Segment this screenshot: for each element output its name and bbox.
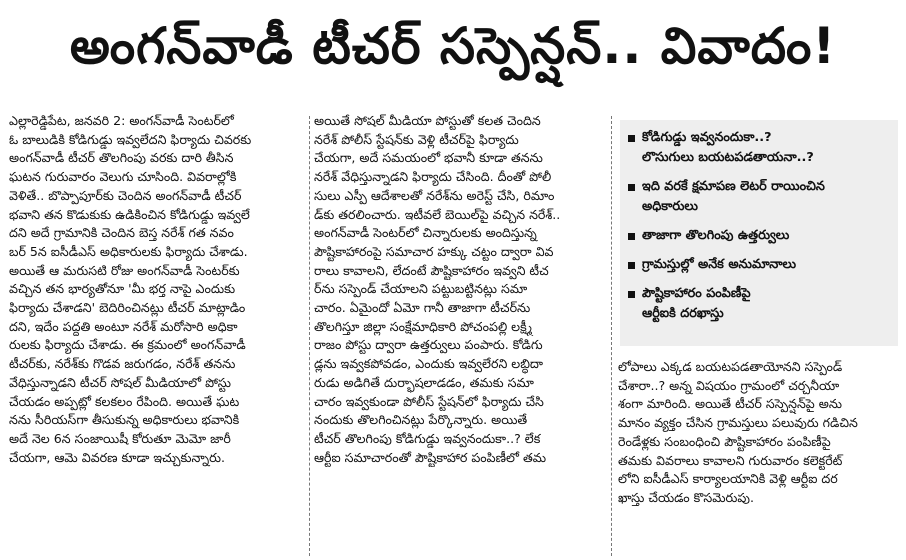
article-column-1 bbox=[9, 112, 305, 467]
article-headline: అంగన్‌వాడీ టీచర్ సస్పెన్షన్.. వివాదం! bbox=[69, 16, 837, 75]
article-line: ఖాస్తు చేయడం కొసమెరుపు. bbox=[618, 489, 754, 505]
highlight-item bbox=[626, 226, 892, 246]
highlight-text: కోడిగుడ్డు ఇవ్వనందుకా..? bbox=[642, 130, 772, 145]
highlight-text: తాజాగా తొలగింపు ఉత్తర్వులు bbox=[642, 228, 790, 243]
article-line: మానం వ్యక్తం చేసిన గ్రామస్తులు పలువురు గడిచిన bbox=[618, 415, 858, 431]
article-line: చేశారా..? అన్న విషయం గ్రామంలో చర్చనీయా bbox=[618, 377, 840, 393]
article-column-3 bbox=[618, 358, 900, 508]
highlight-text: ఇది వరకే క్షమాపణ లెటర్ రాయించిన bbox=[642, 179, 825, 194]
article-line: చారం ఇవ్వకుండా పోలీస్ స్టేషన్‌లో ఫిర్యాదు చేసి bbox=[314, 393, 544, 409]
article-line: అయితే సోషల్ మీడియా పోస్టుతో కలత చెందిన bbox=[314, 113, 541, 128]
highlight-text: లొసుగులు బయటపడతాయనా..? bbox=[642, 150, 814, 165]
article-line: సులు ఎస్పీ ఆదేశాలతో నరేశ్‌ను అరెస్ట్ చేసి, రిమాం bbox=[314, 187, 555, 203]
article-line: బర్ 5న ఐసీడీఎస్ అధికారులకు ఫిర్యాదు చేశాడు. bbox=[9, 243, 248, 259]
article-line: దని అదే గ్రామానికి చెందిన బెస్త నరేశ్ గత నవం bbox=[9, 225, 234, 241]
article-line: రులకు ఫిర్యాదు చేశాడు. ఈ క్రమంలో అంగన్‌వాడీ bbox=[9, 337, 246, 353]
article-line: నను సీరియస్‌గా తీసుకున్న అధికారులు భవానికి bbox=[9, 412, 240, 428]
article-line: అంగన్‌వాడీ సెంటర్‌లో చిన్నారులకు అందిస్తున్న bbox=[314, 225, 537, 241]
article-column-2 bbox=[314, 112, 607, 467]
article-line: రాజం పోస్టు ద్వారా ఉత్తర్వులు పంపారు. కోడిగు bbox=[314, 337, 543, 353]
article-line: వెళితే.. బొప్పాపూర్‌కు చెందిన అంగన్‌వాడీ టీచర్ bbox=[9, 187, 242, 203]
square-bullet-icon bbox=[628, 291, 635, 298]
article-line: ర్‌ను సస్పెండ్ చేయాలని పట్టుబట్టినట్లు సమా bbox=[314, 281, 528, 297]
article-line: తమకు వివరాలు కావాలని గురువారం కలెక్టరేట్ bbox=[618, 452, 843, 468]
article-line: అంగన్‌వాడీ టీచర్ తొలగింపు వరకు దారి తీసిన bbox=[9, 150, 234, 166]
article-line: దని, ఇదేం పద్ధతి అంటూ నరేశ్ మరోసారి అధికా bbox=[9, 318, 238, 334]
highlight-text: గ్రామస్తుల్లో అనేక అనుమానాలు bbox=[642, 257, 797, 272]
article-line: చేయడం అప్పట్లో కలకలం రేపింది. అయితే ఘట bbox=[9, 393, 240, 409]
article-line: చేయగా, ఆమె వివరణ కూడా ఇచ్చుకున్నారు. bbox=[9, 449, 225, 465]
article-line: భవాని తన కొడుకుకు ఉడికించిన కోడిగుడ్డు ఇవ్వలే bbox=[9, 206, 250, 222]
article-line: నరేశ్ పోలీస్ స్టేషన్‌కు వెళ్లి టీచర్‌పై ఫిర్యాదు bbox=[314, 131, 519, 147]
highlight-item bbox=[626, 128, 892, 168]
column-divider-1 bbox=[309, 116, 310, 556]
article-line: లోపాలు ఎక్కడ బయటపడతాయోనని సస్పెండ్ bbox=[618, 359, 843, 374]
square-bullet-icon bbox=[628, 233, 635, 240]
article-line: ఫిర్యాదు చేశాడని' బెదిరించినట్లు టీచర్ మాట్లాడిం bbox=[9, 300, 246, 316]
article-line: చారం. ఏమైందో ఏమో గానీ తాజాగా టీచర్‌ను bbox=[314, 300, 531, 316]
highlights-box bbox=[620, 120, 898, 346]
square-bullet-icon bbox=[628, 262, 635, 269]
article-line: లోని ఐసీడీఎస్ కార్యాలయానికి వెళ్లి ఆర్టీఐ దర bbox=[618, 471, 838, 487]
highlight-text: పౌష్టికాహారం పంపిణీపై bbox=[642, 286, 751, 301]
highlight-item bbox=[626, 177, 892, 217]
square-bullet-icon bbox=[628, 184, 635, 191]
highlight-text: ఆర్టీఐకి దరఖాస్తు bbox=[642, 306, 724, 321]
article-line: ఘటన గురువారం వెలుగు చూసింది. వివరాల్లోకి bbox=[9, 169, 237, 185]
square-bullet-icon bbox=[628, 135, 635, 142]
article-line: నరేశ్ వేధిస్తున్నాడని ఫిర్యాదు చేసింది. దీంతో పోలీ bbox=[314, 169, 552, 185]
article-line: ఆర్టీఐ సమాచారంతో పౌష్టికాహార పంపిణీలో తమ bbox=[314, 449, 547, 465]
article-line: రుడు అడిగితే దుర్భాషలాడడం, తమకు సమా bbox=[314, 374, 534, 390]
article-line: అయితే ఆ మరుసటి రోజు అంగన్‌వాడీ సెంటర్‌కు bbox=[9, 262, 240, 278]
article-line: నందుకు తొలగించినట్లు పేర్కొన్నారు. అయితే bbox=[314, 412, 528, 428]
article-line: టీచర్‌కు, నరేశ్‌కు గొడవ జరుగడం, నరేశ్ తనను bbox=[9, 356, 236, 372]
highlights-list bbox=[620, 120, 898, 324]
article-line: తొలగిస్తూ జిల్లా సంక్షేమాధికారి పోచంపల్లి లక్ష్మీ bbox=[314, 318, 532, 334]
column-divider-2 bbox=[611, 116, 612, 556]
article-line: వేధిస్తున్నాడని టీచర్ సోషల్ మీడియాలో పోస్టు bbox=[9, 374, 232, 390]
article-line: డ్‌కు తరలించారు. ఇటీవలే బెయిల్‌పై వచ్చిన నరేశ్.. bbox=[314, 206, 561, 222]
highlight-item bbox=[626, 284, 892, 324]
article-line: టీచర్ తొలగింపు కోడిగుడ్డు ఇవ్వనందుకా..? లేక bbox=[314, 430, 541, 446]
highlight-text: అధికారులు bbox=[642, 199, 698, 214]
article-line: రాలు కావాలని, లేదంటే పౌష్టికాహారం ఇవ్వని టీచ bbox=[314, 262, 549, 278]
article-line: చేయగా, అదే సమయంలో భవానీ కూడా తనను bbox=[314, 150, 543, 166]
article-line: వచ్చిన తన భార్యతోనూ 'మీ భర్త నాపై ఎందుకు bbox=[9, 281, 236, 297]
article-line: డ్లను ఇవ్వకపోవడం, ఎందుకు ఇవ్వలేరని లబ్ధిదా bbox=[314, 356, 544, 372]
article-line: పౌష్టికాహారంపై సమాచార హక్కు చట్టం ద్వారా వివ bbox=[314, 243, 554, 259]
highlight-item bbox=[626, 255, 892, 275]
article-line: ఎల్లారెడ్డిపేట, జనవరి 2: అంగన్‌వాడీ సెంటర్‌లో bbox=[9, 113, 234, 128]
article-line: ఓ బాలుడికి కోడిగుడ్డు ఇవ్వలేదని ఫిర్యాదు చివరకు bbox=[9, 131, 252, 147]
article-line: రెండేళ్లకు సంబంధించి పౌష్టికాహారం పంపిణీపై bbox=[618, 433, 831, 449]
article-line: శంగా మారింది. అయితే టీచర్ సస్పెన్షన్‌పై అను bbox=[618, 396, 843, 412]
article-line: అదే నెల 6న సంజాయిషీ కోరుతూ మెమో జారీ bbox=[9, 430, 231, 446]
